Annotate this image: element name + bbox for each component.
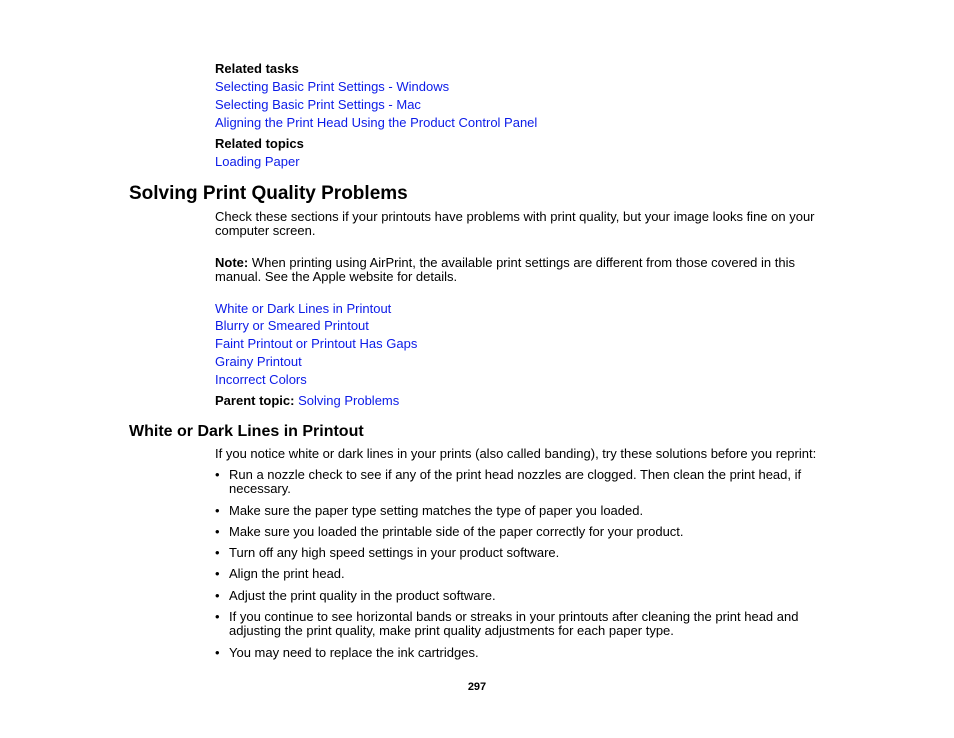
list-item (215, 468, 825, 496)
list-item-text: Make sure you loaded the printable side of the paper correctly for your product. (229, 524, 684, 539)
list-item (215, 504, 825, 518)
link-blurry-smeared[interactable]: Blurry or Smeared Printout (215, 318, 369, 333)
link-solving-problems[interactable]: Solving Problems (298, 393, 400, 408)
link-grainy-printout[interactable]: Grainy Printout (215, 354, 302, 369)
bullet-marker: • (215, 588, 220, 603)
link-incorrect-colors[interactable]: Incorrect Colors (215, 372, 307, 387)
note-paragraph (215, 256, 835, 284)
list-item (215, 610, 825, 638)
bullet-marker: • (215, 503, 220, 518)
parent-topic (215, 393, 399, 409)
section-intro: Check these sections if your printouts have problems with print quality, but your image looks fine on your computer screen. (215, 209, 815, 238)
link-basic-print-settings-mac[interactable]: Selecting Basic Print Settings - Mac (215, 97, 421, 112)
list-item-text: If you continue to see horizontal bands or streaks in your printouts after cleaning the print head and adjusting the print quality, make print quality adjustments for each paper type. (229, 609, 799, 638)
related-tasks-heading: Related tasks (215, 61, 299, 76)
list-item (215, 567, 825, 581)
list-item (215, 589, 825, 603)
section-title: Solving Print Quality Problems (129, 183, 408, 204)
bullet-marker: • (215, 524, 220, 539)
list-item-text: Make sure the paper type setting matches the type of paper you loaded. (229, 503, 644, 518)
list-item-text: Adjust the print quality in the product software. (229, 588, 496, 603)
related-topics-heading: Related topics (215, 136, 304, 151)
link-basic-print-settings-windows[interactable]: Selecting Basic Print Settings - Windows (215, 79, 450, 94)
parent-topic-label: Parent topic: (215, 393, 295, 408)
bullet-marker: • (215, 545, 220, 560)
link-aligning-print-head[interactable]: Aligning the Print Head Using the Product Control Panel (215, 115, 538, 130)
bullet-marker: • (215, 645, 220, 660)
note-text: When printing using AirPrint, the available print settings are different from those covered in this manual. See the Apple website for details. (215, 255, 795, 284)
subsection-title: White or Dark Lines in Printout (129, 423, 364, 440)
list-item-text: Align the print head. (229, 566, 345, 581)
list-item-text: Run a nozzle check to see if any of the print head nozzles are clogged. Then clean the print head, if necessary. (229, 467, 802, 496)
list-item-text: You may need to replace the ink cartridges. (229, 645, 479, 660)
link-white-dark-lines[interactable]: White or Dark Lines in Printout (215, 301, 392, 316)
list-item (215, 546, 825, 560)
subsection-intro: If you notice white or dark lines in your prints (also called banding), try these solutions before you reprint: (215, 446, 817, 461)
list-item (215, 646, 825, 660)
list-item (215, 525, 825, 539)
page-number: 297 (467, 681, 487, 693)
link-loading-paper[interactable]: Loading Paper (215, 154, 300, 169)
note-label: Note: (215, 255, 249, 270)
list-item-text: Turn off any high speed settings in your product software. (229, 545, 560, 560)
link-faint-printout[interactable]: Faint Printout or Printout Has Gaps (215, 336, 418, 351)
bullet-marker: • (215, 566, 220, 581)
bullet-marker: • (215, 467, 220, 482)
bullet-marker: • (215, 609, 220, 624)
